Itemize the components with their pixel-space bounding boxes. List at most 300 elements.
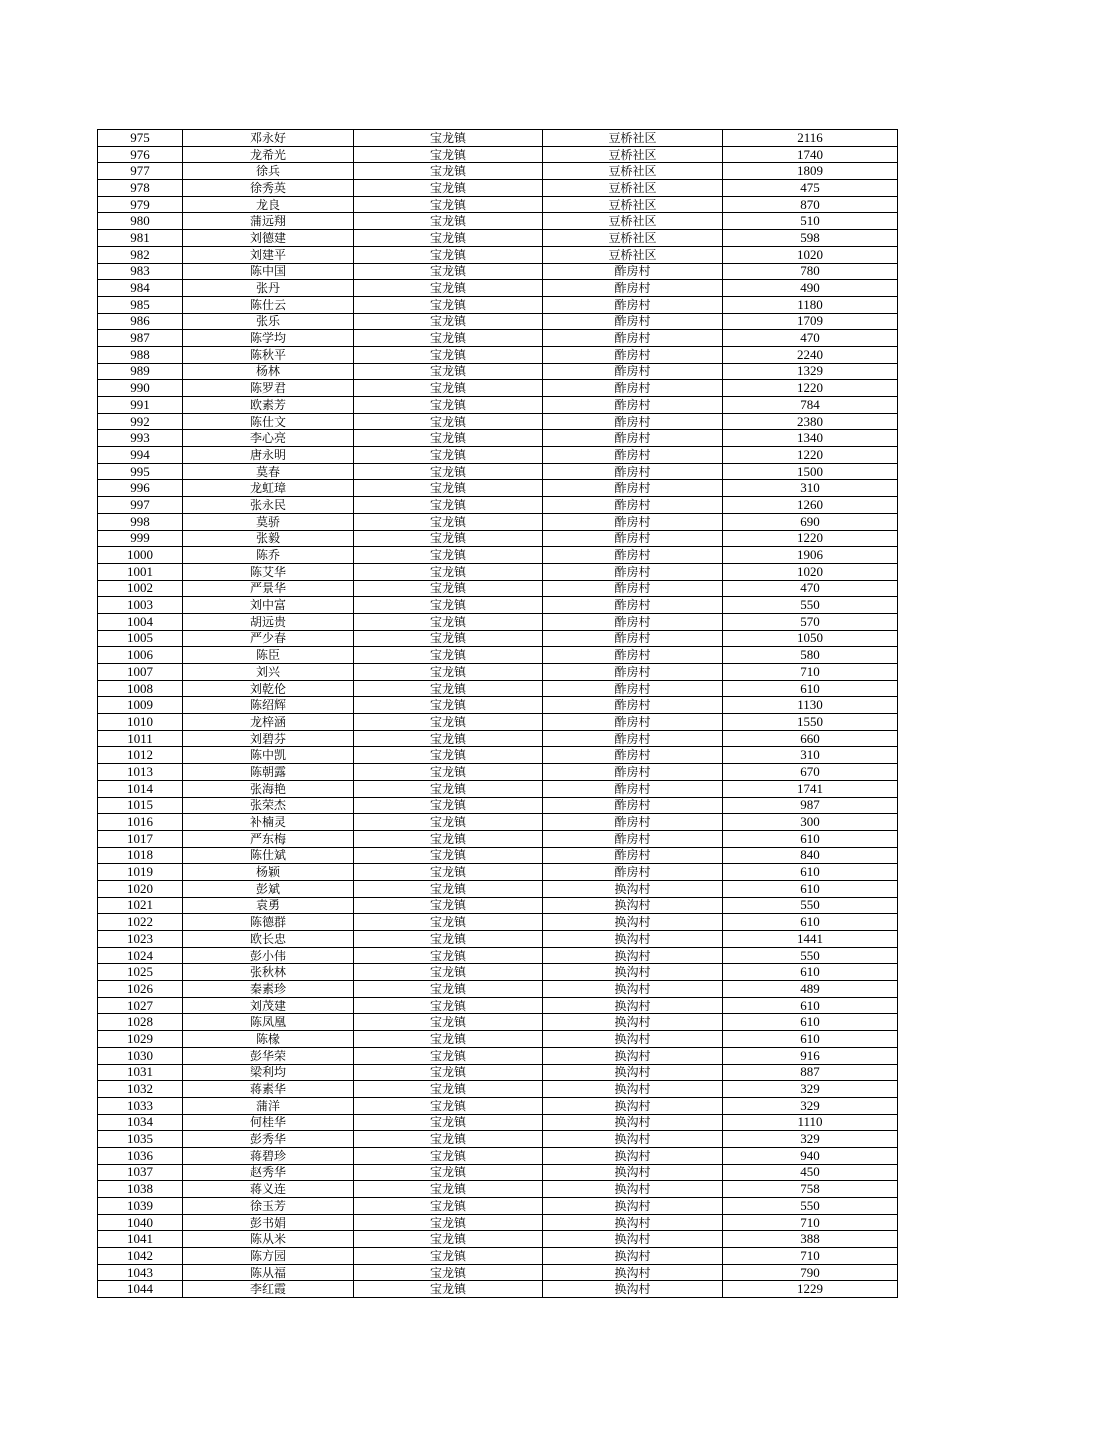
table-row [98,880,898,897]
town-cell: 宝龙镇 [354,931,543,948]
row-number-cell: 1016 [98,814,183,831]
name-cell: 欧素芳 [183,397,354,414]
row-number-cell: 1002 [98,580,183,597]
amount-cell: 1741 [723,780,898,797]
village-cell: 换沟村 [543,1264,723,1281]
table-row [98,430,898,447]
table-row [98,780,898,797]
town-cell: 宝龙镇 [354,797,543,814]
name-cell: 张荣杰 [183,797,354,814]
amount-cell: 1441 [723,931,898,948]
name-cell: 莫骄 [183,513,354,530]
town-cell: 宝龙镇 [354,296,543,313]
row-number-cell: 1024 [98,947,183,964]
table-row [98,730,898,747]
name-cell: 陈中国 [183,263,354,280]
table-row [98,1097,898,1114]
town-cell: 宝龙镇 [354,947,543,964]
amount-cell: 610 [723,680,898,697]
village-cell: 换沟村 [543,964,723,981]
row-number-cell: 1009 [98,697,183,714]
town-cell: 宝龙镇 [354,714,543,731]
town-cell: 宝龙镇 [354,463,543,480]
village-cell: 酢房村 [543,747,723,764]
table-row [98,664,898,681]
row-number-cell: 1018 [98,847,183,864]
name-cell: 彭书娟 [183,1214,354,1231]
town-cell: 宝龙镇 [354,1047,543,1064]
town-cell: 宝龙镇 [354,196,543,213]
table-row [98,931,898,948]
row-number-cell: 987 [98,330,183,347]
amount-cell: 310 [723,480,898,497]
village-cell: 酢房村 [543,263,723,280]
amount-cell: 550 [723,897,898,914]
name-cell: 龙良 [183,196,354,213]
row-number-cell: 1001 [98,563,183,580]
name-cell: 陈艾华 [183,563,354,580]
row-number-cell: 1033 [98,1097,183,1114]
town-cell: 宝龙镇 [354,180,543,197]
town-cell: 宝龙镇 [354,413,543,430]
village-cell: 换沟村 [543,1214,723,1231]
village-cell: 换沟村 [543,947,723,964]
row-number-cell: 1012 [98,747,183,764]
town-cell: 宝龙镇 [354,697,543,714]
row-number-cell: 1022 [98,914,183,931]
town-cell: 宝龙镇 [354,664,543,681]
name-cell: 梁利均 [183,1064,354,1081]
name-cell: 彭秀华 [183,1131,354,1148]
amount-cell: 916 [723,1047,898,1064]
town-cell: 宝龙镇 [354,1081,543,1098]
table-row [98,196,898,213]
name-cell: 补楠灵 [183,814,354,831]
name-cell: 何桂华 [183,1114,354,1131]
village-cell: 酢房村 [543,413,723,430]
amount-cell: 310 [723,747,898,764]
row-number-cell: 981 [98,230,183,247]
table-row [98,1014,898,1031]
amount-cell: 329 [723,1131,898,1148]
table-row [98,1231,898,1248]
amount-cell: 489 [723,981,898,998]
table-row [98,580,898,597]
town-cell: 宝龙镇 [354,747,543,764]
town-cell: 宝龙镇 [354,280,543,297]
name-cell: 刘中富 [183,597,354,614]
table-row [98,1114,898,1131]
town-cell: 宝龙镇 [354,346,543,363]
amount-cell: 870 [723,196,898,213]
village-cell: 酢房村 [543,597,723,614]
town-cell: 宝龙镇 [354,146,543,163]
row-number-cell: 994 [98,447,183,464]
name-cell: 刘碧芬 [183,730,354,747]
row-number-cell: 982 [98,246,183,263]
name-cell: 张乐 [183,313,354,330]
town-cell: 宝龙镇 [354,997,543,1014]
village-cell: 换沟村 [543,1164,723,1181]
row-number-cell: 1020 [98,880,183,897]
town-cell: 宝龙镇 [354,213,543,230]
town-cell: 宝龙镇 [354,1214,543,1231]
name-cell: 陈仕文 [183,413,354,430]
amount-cell: 610 [723,830,898,847]
amount-cell: 1020 [723,563,898,580]
table-row [98,1181,898,1198]
amount-cell: 1709 [723,313,898,330]
table-row [98,747,898,764]
table-row [98,1131,898,1148]
amount-cell: 1550 [723,714,898,731]
table-row [98,1147,898,1164]
name-cell: 陈罗君 [183,380,354,397]
amount-cell: 1220 [723,380,898,397]
village-cell: 酢房村 [543,530,723,547]
village-cell: 酢房村 [543,447,723,464]
town-cell: 宝龙镇 [354,330,543,347]
table-row [98,296,898,313]
town-cell: 宝龙镇 [354,1181,543,1198]
village-cell: 换沟村 [543,897,723,914]
amount-cell: 470 [723,580,898,597]
name-cell: 陈椽 [183,1031,354,1048]
village-cell: 换沟村 [543,1281,723,1298]
table-row [98,714,898,731]
amount-cell: 550 [723,1198,898,1215]
amount-cell: 1020 [723,246,898,263]
town-cell: 宝龙镇 [354,163,543,180]
town-cell: 宝龙镇 [354,497,543,514]
table-row [98,647,898,664]
table-row [98,997,898,1014]
amount-cell: 660 [723,730,898,747]
table-row [98,613,898,630]
row-number-cell: 985 [98,296,183,313]
row-number-cell: 976 [98,146,183,163]
name-cell: 彭华荣 [183,1047,354,1064]
row-number-cell: 1037 [98,1164,183,1181]
table-row [98,1064,898,1081]
town-cell: 宝龙镇 [354,430,543,447]
row-number-cell: 992 [98,413,183,430]
town-cell: 宝龙镇 [354,780,543,797]
name-cell: 陈中凯 [183,747,354,764]
amount-cell: 784 [723,397,898,414]
amount-cell: 1220 [723,530,898,547]
amount-cell: 1740 [723,146,898,163]
table-row [98,263,898,280]
name-cell: 胡远贵 [183,613,354,630]
table-row [98,914,898,931]
name-cell: 彭小伟 [183,947,354,964]
town-cell: 宝龙镇 [354,1114,543,1131]
row-number-cell: 983 [98,263,183,280]
table-row [98,380,898,397]
town-cell: 宝龙镇 [354,447,543,464]
amount-cell: 1260 [723,497,898,514]
row-number-cell: 1013 [98,764,183,781]
amount-cell: 690 [723,513,898,530]
table-row [98,363,898,380]
name-cell: 刘建平 [183,246,354,263]
table-row [98,797,898,814]
village-cell: 酢房村 [543,397,723,414]
name-cell: 唐永明 [183,447,354,464]
town-cell: 宝龙镇 [354,864,543,881]
village-cell: 换沟村 [543,1047,723,1064]
town-cell: 宝龙镇 [354,847,543,864]
village-cell: 酢房村 [543,714,723,731]
table-row [98,764,898,781]
name-cell: 严景华 [183,580,354,597]
row-number-cell: 1008 [98,680,183,697]
amount-cell: 1329 [723,363,898,380]
name-cell: 陈乔 [183,547,354,564]
row-number-cell: 1006 [98,647,183,664]
amount-cell: 1180 [723,296,898,313]
amount-cell: 1110 [723,1114,898,1131]
village-cell: 酢房村 [543,380,723,397]
village-cell: 酢房村 [543,847,723,864]
village-cell: 酢房村 [543,664,723,681]
row-number-cell: 1036 [98,1147,183,1164]
name-cell: 张秋林 [183,964,354,981]
amount-cell: 1130 [723,697,898,714]
village-cell: 酢房村 [543,280,723,297]
name-cell: 龙梓涵 [183,714,354,731]
amount-cell: 610 [723,1014,898,1031]
amount-cell: 490 [723,280,898,297]
town-cell: 宝龙镇 [354,1014,543,1031]
table-row [98,830,898,847]
village-cell: 换沟村 [543,1231,723,1248]
amount-cell: 610 [723,1031,898,1048]
village-cell: 换沟村 [543,997,723,1014]
row-number-cell: 986 [98,313,183,330]
name-cell: 蒲远翔 [183,213,354,230]
row-number-cell: 1034 [98,1114,183,1131]
town-cell: 宝龙镇 [354,1031,543,1048]
village-cell: 豆桥社区 [543,230,723,247]
village-cell: 酢房村 [543,296,723,313]
row-number-cell: 1004 [98,613,183,630]
town-cell: 宝龙镇 [354,1164,543,1181]
town-cell: 宝龙镇 [354,1264,543,1281]
row-number-cell: 1000 [98,547,183,564]
village-cell: 换沟村 [543,1097,723,1114]
table-row [98,597,898,614]
name-cell: 彭斌 [183,880,354,897]
name-cell: 欧长忠 [183,931,354,948]
row-number-cell: 1044 [98,1281,183,1298]
village-cell: 酢房村 [543,797,723,814]
village-cell: 换沟村 [543,1081,723,1098]
amount-cell: 780 [723,263,898,280]
name-cell: 张丹 [183,280,354,297]
village-cell: 换沟村 [543,1114,723,1131]
name-cell: 秦素珍 [183,981,354,998]
village-cell: 换沟村 [543,1014,723,1031]
amount-cell: 670 [723,764,898,781]
amount-cell: 940 [723,1147,898,1164]
town-cell: 宝龙镇 [354,1147,543,1164]
row-number-cell: 996 [98,480,183,497]
amount-cell: 610 [723,964,898,981]
row-number-cell: 1032 [98,1081,183,1098]
table-row [98,130,898,147]
village-cell: 酢房村 [543,697,723,714]
amount-cell: 1500 [723,463,898,480]
row-number-cell: 1003 [98,597,183,614]
town-cell: 宝龙镇 [354,897,543,914]
table-row [98,1164,898,1181]
village-cell: 酢房村 [543,563,723,580]
row-number-cell: 999 [98,530,183,547]
table-row [98,1214,898,1231]
table-row [98,1047,898,1064]
village-cell: 豆桥社区 [543,180,723,197]
amount-cell: 710 [723,1248,898,1265]
amount-cell: 329 [723,1097,898,1114]
table-row [98,680,898,697]
table-row [98,630,898,647]
table-row [98,180,898,197]
amount-cell: 550 [723,947,898,964]
town-cell: 宝龙镇 [354,530,543,547]
village-cell: 换沟村 [543,981,723,998]
town-cell: 宝龙镇 [354,547,543,564]
amount-cell: 790 [723,1264,898,1281]
name-cell: 陈秋平 [183,346,354,363]
amount-cell: 550 [723,597,898,614]
village-cell: 酢房村 [543,330,723,347]
village-cell: 酢房村 [543,864,723,881]
amount-cell: 1050 [723,630,898,647]
town-cell: 宝龙镇 [354,814,543,831]
row-number-cell: 979 [98,196,183,213]
village-cell: 酢房村 [543,363,723,380]
name-cell: 刘德建 [183,230,354,247]
amount-cell: 470 [723,330,898,347]
table-row [98,413,898,430]
row-number-cell: 993 [98,430,183,447]
row-number-cell: 1007 [98,664,183,681]
name-cell: 赵秀华 [183,1164,354,1181]
amount-cell: 475 [723,180,898,197]
name-cell: 陈仕云 [183,296,354,313]
records-table [97,129,898,1298]
row-number-cell: 1042 [98,1248,183,1265]
amount-cell: 2116 [723,130,898,147]
name-cell: 陈臣 [183,647,354,664]
town-cell: 宝龙镇 [354,130,543,147]
amount-cell: 987 [723,797,898,814]
row-number-cell: 1019 [98,864,183,881]
name-cell: 徐兵 [183,163,354,180]
amount-cell: 450 [723,1164,898,1181]
row-number-cell: 977 [98,163,183,180]
village-cell: 酢房村 [543,764,723,781]
village-cell: 豆桥社区 [543,130,723,147]
town-cell: 宝龙镇 [354,1281,543,1298]
row-number-cell: 1023 [98,931,183,948]
town-cell: 宝龙镇 [354,1198,543,1215]
name-cell: 陈凤凰 [183,1014,354,1031]
village-cell: 酢房村 [543,513,723,530]
row-number-cell: 1010 [98,714,183,731]
amount-cell: 710 [723,1214,898,1231]
town-cell: 宝龙镇 [354,830,543,847]
table-row [98,864,898,881]
amount-cell: 887 [723,1064,898,1081]
row-number-cell: 991 [98,397,183,414]
row-number-cell: 997 [98,497,183,514]
table-row [98,530,898,547]
row-number-cell: 975 [98,130,183,147]
table-row [98,313,898,330]
row-number-cell: 1038 [98,1181,183,1198]
village-cell: 酢房村 [543,730,723,747]
village-cell: 酢房村 [543,814,723,831]
amount-cell: 1809 [723,163,898,180]
village-cell: 换沟村 [543,1147,723,1164]
records-table-body [98,130,898,1298]
row-number-cell: 1017 [98,830,183,847]
table-row [98,246,898,263]
village-cell: 换沟村 [543,1181,723,1198]
town-cell: 宝龙镇 [354,730,543,747]
village-cell: 换沟村 [543,880,723,897]
table-row [98,547,898,564]
amount-cell: 2380 [723,413,898,430]
town-cell: 宝龙镇 [354,313,543,330]
town-cell: 宝龙镇 [354,613,543,630]
row-number-cell: 1021 [98,897,183,914]
name-cell: 邓永好 [183,130,354,147]
town-cell: 宝龙镇 [354,981,543,998]
village-cell: 酢房村 [543,680,723,697]
village-cell: 豆桥社区 [543,246,723,263]
village-cell: 酢房村 [543,313,723,330]
row-number-cell: 1039 [98,1198,183,1215]
table-row [98,847,898,864]
name-cell: 龙虹璋 [183,480,354,497]
amount-cell: 1340 [723,430,898,447]
row-number-cell: 1028 [98,1014,183,1031]
town-cell: 宝龙镇 [354,397,543,414]
village-cell: 酢房村 [543,647,723,664]
amount-cell: 580 [723,647,898,664]
name-cell: 蒋义连 [183,1181,354,1198]
table-row [98,897,898,914]
village-cell: 换沟村 [543,1064,723,1081]
row-number-cell: 1041 [98,1231,183,1248]
name-cell: 陈学均 [183,330,354,347]
name-cell: 张海艳 [183,780,354,797]
village-cell: 酢房村 [543,480,723,497]
row-number-cell: 1005 [98,630,183,647]
name-cell: 李心亮 [183,430,354,447]
row-number-cell: 984 [98,280,183,297]
row-number-cell: 1031 [98,1064,183,1081]
name-cell: 陈从米 [183,1231,354,1248]
row-number-cell: 995 [98,463,183,480]
amount-cell: 610 [723,914,898,931]
name-cell: 杨林 [183,363,354,380]
name-cell: 杨颖 [183,864,354,881]
